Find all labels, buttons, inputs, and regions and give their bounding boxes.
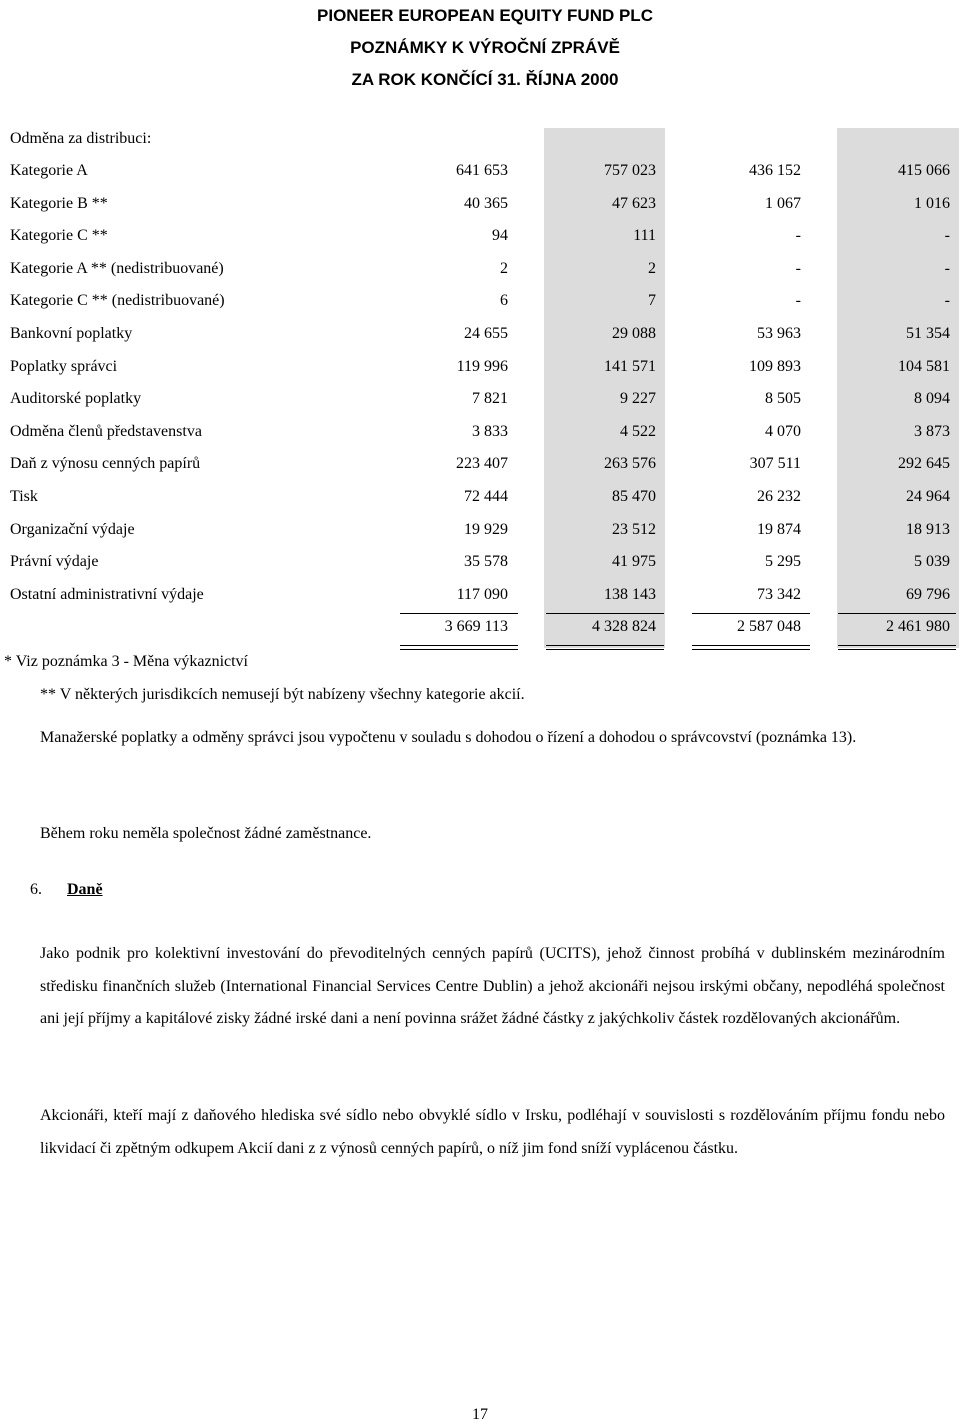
row-value-3: 4 070	[765, 422, 801, 440]
row-value-4: 18 913	[906, 520, 950, 538]
row-value-3: 109 893	[749, 357, 801, 375]
footnote-currency: * Viz poznámka 3 - Měna výkaznictví	[4, 653, 248, 670]
row-value-3: 19 874	[757, 520, 801, 538]
row-label: Kategorie A	[10, 162, 88, 179]
row-value-2: 141 571	[604, 357, 656, 375]
row-label: Ostatní administrativní výdaje	[10, 585, 204, 603]
row-value-3: 26 232	[757, 488, 801, 505]
row-value-2: 263 576	[604, 455, 656, 473]
row-label: Odměna členů představenstva	[10, 422, 202, 440]
row-value-1: 3 833	[472, 422, 508, 440]
section-label: Odměna za distribuci:	[10, 130, 152, 147]
row-value-2: 9 227	[620, 390, 656, 408]
row-label: Kategorie A ** (nedistribuované)	[10, 259, 224, 277]
row-label: Kategorie C **	[10, 227, 108, 245]
row-value-3: 1 067	[765, 194, 801, 212]
table-row	[0, 159, 960, 183]
paragraph-taxes-shareholders: Akcionáři, kteří mají z daňového hlediska své sídlo nebo obvyklé sídlo v Irsku, podléhají v souvislosti s rozdělováním příjmu fondu nebo likvidací či zpětným odkupem Akcií dani z z výnosů cenných papírů, o níž jim fond sníží vyplácenou částku.	[40, 1107, 945, 1157]
row-value-3: 8 505	[765, 390, 801, 408]
row-value-2: 138 143	[604, 585, 656, 603]
row-value-4: 3 873	[914, 422, 950, 440]
total-value-2: 4 328 824	[592, 618, 656, 635]
row-value-4: 104 581	[898, 357, 950, 375]
row-value-4: 24 964	[906, 488, 950, 505]
report-title: POZNÁMKY K VÝROČNÍ ZPRÁVĚ	[350, 38, 620, 57]
row-value-3: 73 342	[757, 585, 801, 603]
table-row	[0, 192, 960, 216]
row-value-1: 72 444	[464, 488, 508, 505]
row-value-2: 23 512	[612, 520, 656, 538]
row-value-2: 111	[633, 227, 656, 245]
row-value-1: 35 578	[464, 553, 508, 571]
row-value-1: 19 929	[464, 520, 508, 538]
paragraph-employees: Během roku neměla společnost žádné zaměstnance.	[40, 825, 372, 842]
row-value-4: 1 016	[914, 194, 950, 212]
fund-name: PIONEER EUROPEAN EQUITY FUND PLC	[317, 6, 653, 25]
row-value-3: -	[795, 227, 801, 245]
table-row	[0, 355, 960, 379]
row-value-3: 436 152	[749, 162, 801, 179]
row-label: Auditorské poplatky	[10, 390, 142, 408]
row-label: Daň z výnosu cenných papírů	[10, 455, 201, 473]
row-value-2: 47 623	[612, 194, 656, 212]
row-value-3: 5 295	[765, 553, 801, 571]
table-row	[0, 224, 960, 248]
table-row	[0, 518, 960, 542]
row-label: Kategorie B **	[10, 194, 108, 212]
row-value-2: 757 023	[604, 162, 656, 179]
row-value-4: 69 796	[906, 585, 950, 603]
total-rule-4	[838, 613, 956, 614]
total-double-rule-1	[400, 645, 518, 650]
total-rule-1	[400, 613, 518, 614]
row-value-1: 119 996	[456, 357, 508, 375]
totals-row	[0, 615, 960, 639]
table-row	[0, 420, 960, 444]
row-value-3: -	[795, 292, 801, 310]
row-label: Tisk	[10, 488, 38, 505]
total-value-1: 3 669 113	[444, 618, 508, 635]
table-row	[0, 583, 960, 607]
section-number: 6.	[30, 881, 42, 898]
row-label: Organizační výdaje	[10, 520, 135, 538]
total-double-rule-2	[546, 645, 664, 650]
row-value-2: 41 975	[612, 553, 656, 571]
row-value-4: 51 354	[906, 325, 950, 342]
row-label: Kategorie C ** (nedistribuované)	[10, 292, 225, 310]
row-value-1: 223 407	[456, 455, 508, 473]
total-double-rule-3	[692, 645, 810, 650]
table-row	[0, 452, 960, 476]
row-value-1: 40 365	[464, 194, 508, 212]
table-row	[0, 387, 960, 411]
section-title: Daně	[67, 881, 103, 898]
row-value-1: 2	[500, 259, 508, 277]
row-value-4: -	[944, 292, 950, 310]
page-number: 17	[472, 1406, 488, 1423]
total-value-3: 2 587 048	[737, 618, 801, 635]
total-value-4: 2 461 980	[886, 618, 950, 635]
report-period: ZA ROK KONČÍCÍ 31. ŘÍJNA 2000	[351, 70, 619, 89]
table-row	[0, 322, 960, 346]
paragraph-management-fees: Manažerské poplatky a odměny správci jsou vypočtenu v souladu s dohodou o řízení a dohodou o správcovství (poznámka 13).	[40, 729, 857, 746]
table-row	[0, 485, 960, 509]
row-value-4: 292 645	[898, 455, 950, 473]
footnote-categories: ** V některých jurisdikcích nemusejí být nabízeny všechny kategorie akcií.	[40, 686, 525, 703]
row-value-1: 117 090	[456, 585, 508, 603]
row-value-4: -	[944, 227, 950, 245]
row-value-2: 4 522	[620, 422, 656, 440]
table-row	[0, 289, 960, 313]
row-value-1: 6	[500, 292, 508, 310]
table-row	[0, 550, 960, 574]
row-value-4: 8 094	[914, 390, 950, 408]
total-double-rule-4	[838, 645, 956, 650]
row-value-3: -	[795, 259, 801, 277]
row-value-4: -	[944, 259, 950, 277]
row-value-2: 85 470	[612, 488, 656, 505]
row-label: Poplatky správci	[10, 357, 118, 375]
document-header	[0, 0, 960, 96]
row-value-4: 5 039	[914, 553, 950, 571]
row-value-3: 53 963	[757, 325, 801, 342]
row-value-2: 7	[648, 292, 656, 310]
paragraph-taxes-ucits: Jako podnik pro kolektivní investování do převoditelných cenných papírů (UCITS), jehož činnost probíhá v dublinském mezinárodním středisku finančních služeb (International Financial Services Centre Dublin) a jehož akcionáři nejsou irskými občany, nepodléhá společnost ani její příjmy a kapitálové zisky žádné irské dani a není povinna srážet žádné částky z jakýchkoliv částek rozdělovaných akcionářům.	[40, 945, 945, 1027]
row-label: Právní výdaje	[10, 553, 99, 571]
row-value-1: 94	[492, 227, 508, 245]
row-value-1: 7 821	[472, 390, 508, 408]
row-value-1: 24 655	[464, 325, 508, 342]
section-label-row	[0, 127, 960, 151]
row-value-4: 415 066	[898, 162, 950, 179]
row-value-2: 29 088	[612, 325, 656, 342]
total-rule-3	[692, 613, 810, 614]
row-value-1: 641 653	[456, 162, 508, 179]
total-rule-2	[546, 613, 664, 614]
table-row	[0, 257, 960, 281]
row-value-2: 2	[648, 259, 656, 277]
row-label: Bankovní poplatky	[10, 325, 133, 342]
row-value-3: 307 511	[749, 455, 801, 473]
